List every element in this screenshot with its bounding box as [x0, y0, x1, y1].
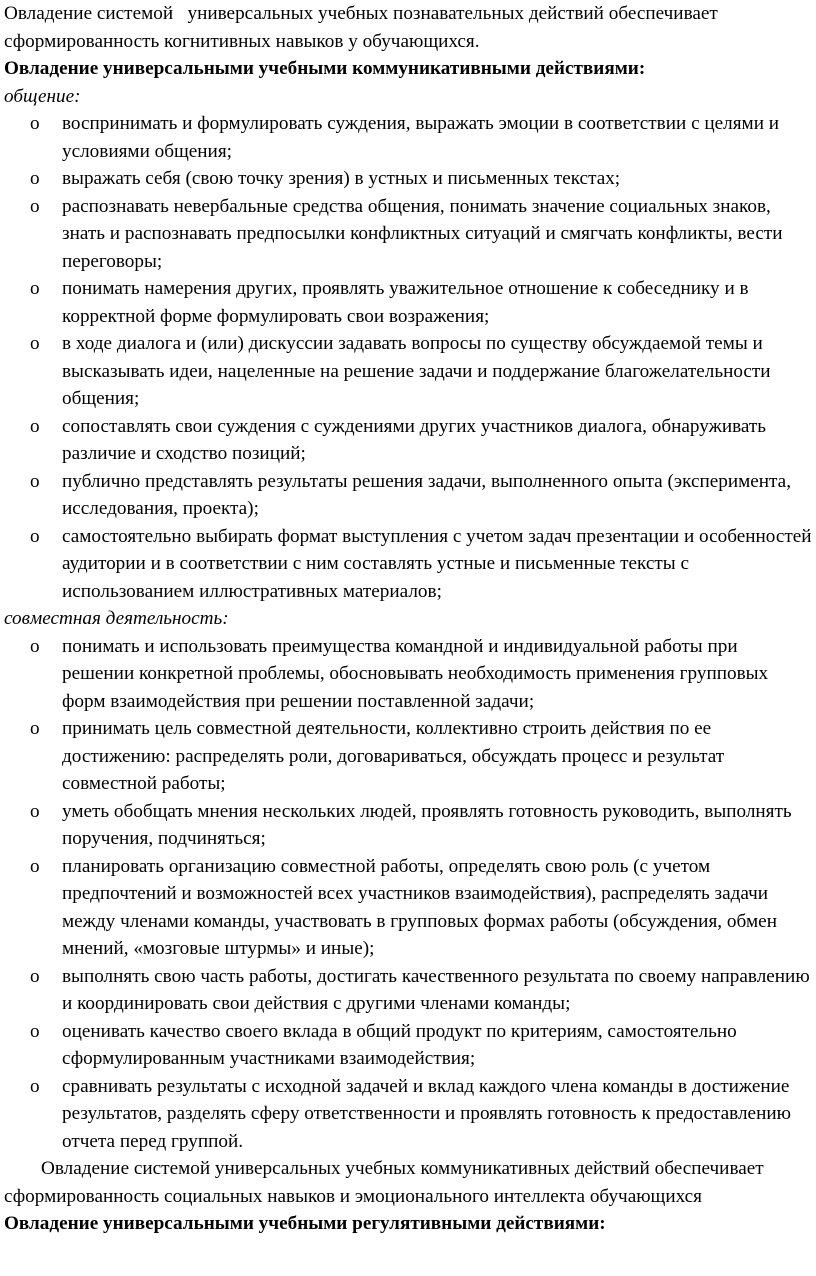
list-item: o в ходе диалога и (или) дискуссии задавать вопросы по существу обсуждаемой темы и высказывать идеи, нацеленные на решение задачи и поддержание благожелательности общения;: [4, 330, 812, 413]
list-item: o выражать себя (свою точку зрения) в устных и письменных текстах;: [4, 165, 812, 193]
joint-activity-label: совместная деятельность:: [4, 608, 229, 629]
communicative-summary: Овладение системой универсальных учебных коммуникативных действий обеспечивает сформированность социальных навыков и эмоционального интеллекта обучающихся: [4, 1158, 764, 1207]
list-item: o распознавать невербальные средства общения, понимать значение социальных знаков, знать и распознавать предпосылки конфликтных ситуаций и смягчать конфликты, вести переговоры;: [4, 193, 812, 276]
list-item: o сопоставлять свои суждения с суждениями других участников диалога, обнаруживать различие и сходство позиций;: [4, 413, 812, 468]
list-item: o воспринимать и формулировать суждения, выражать эмоции в соответствии с целями и условиями общения;: [4, 110, 812, 165]
list-item: o самостоятельно выбирать формат выступления с учетом задач презентации и особенностей аудитории и в соответствии с ним составлять устные и письменные тексты с использованием иллюстративных материалов;: [4, 523, 812, 606]
communication-list: [4, 110, 812, 605]
list-item: o оценивать качество своего вклада в общий продукт по критериям, самостоятельно сформулированным участниками взаимодействия;: [4, 1018, 812, 1073]
communicative-heading: Овладение универсальными учебными коммуникативными действиями:: [4, 58, 646, 79]
list-item: o понимать и использовать преимущества командной и индивидуальной работы при решении конкретной проблемы, обосновывать необходимость применения групповых форм взаимодействия при решении поставленной задачи;: [4, 633, 812, 716]
list-item: o уметь обобщать мнения нескольких людей, проявлять готовность руководить, выполнять поручения, подчиняться;: [4, 798, 812, 853]
list-item: o планировать организацию совместной работы, определять свою роль (с учетом предпочтений и возможностей всех участников взаимодействия), распределять задачи между членами команды, участвовать в групповых формах работы (обсуждения, обмен мнений, «мозговые штурмы» и иные);: [4, 853, 812, 963]
list-item: o сравнивать результаты с исходной задачей и вклад каждого члена команды в достижение результатов, разделять сферу ответственности и проявлять готовность к предоставлению отчета перед группой.: [4, 1073, 812, 1156]
list-item: o понимать намерения других, проявлять уважительное отношение к собеседнику и в корректной форме формулировать свои возражения;: [4, 275, 812, 330]
intro-paragraph: Овладение системой универсальных учебных познавательных действий обеспечивает сформированность когнитивных навыков у обучающихся.: [4, 3, 723, 52]
joint-activity-list: [4, 633, 812, 1156]
list-item: o выполнять свою часть работы, достигать качественного результата по своему направлению и координировать свои действия с другими членами команды;: [4, 963, 812, 1018]
list-item: o публично представлять результаты решения задачи, выполненного опыта (эксперимента, исследования, проекта);: [4, 468, 812, 523]
communication-label: общение:: [4, 85, 81, 107]
regulatory-heading: Овладение универсальными учебными регулятивными действиями:: [4, 1213, 606, 1234]
list-item: o принимать цель совместной деятельности, коллективно строить действия по ее достижению: распределять роли, договариваться, обсуждать процесс и результат совместной работы;: [4, 715, 812, 798]
